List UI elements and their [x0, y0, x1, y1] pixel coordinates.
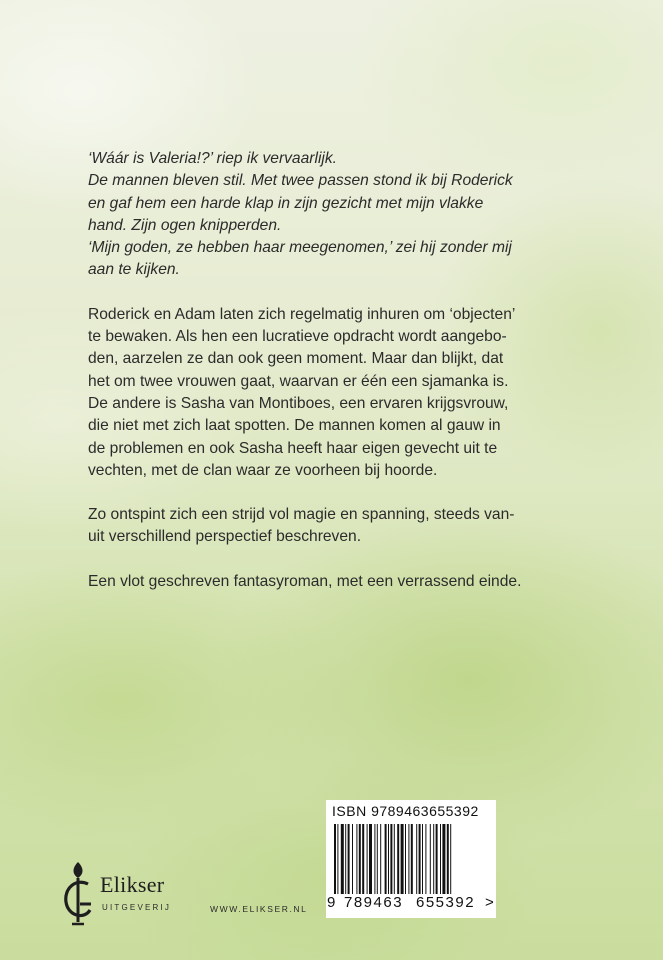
barcode-digit-group-left: 789463	[344, 894, 404, 911]
excerpt-quote	[88, 148, 580, 282]
text-line: ‘Wáár is Valeria!?’ riep ik vervaarlijk.	[88, 150, 337, 167]
closing-paragraph	[88, 504, 580, 549]
publisher-subtitle: UITGEVERIJ	[102, 903, 172, 912]
text-line: ‘Mijn goden, ze hebben haar meegenomen,’ zei hij zonder mij	[88, 239, 512, 257]
text-line: en gaf hem een harde klap in zijn gezicht met mijn vlakke	[88, 194, 484, 212]
text-line: De mannen bleven stil. Met twee passen stond ik bij Roderick	[88, 172, 513, 190]
isbn-barcode-box	[326, 800, 496, 918]
text-line: Een vlot geschreven fantasyroman, met een verrassend einde.	[88, 572, 522, 590]
barcode-digit-group-right: 655392	[416, 894, 476, 911]
text-line: vechten, met de clan waar ze voorheen bij hoorde.	[88, 461, 438, 479]
tagline-paragraph	[88, 571, 580, 593]
text-line: het om twee vrouwen gaat, waarvan er één een sjamanka is.	[88, 372, 509, 390]
text-line: hand. Zijn ogen knipperden.	[88, 216, 282, 234]
text-line: de problemen en ook Sasha heeft haar eigen gevecht uit te	[88, 439, 498, 457]
barcode-icon	[332, 824, 490, 894]
text-line: De andere is Sasha van Montiboes, een ervaren krijgsvrouw,	[88, 394, 509, 412]
publisher-website: WWW.ELIKSER.NL	[210, 904, 308, 914]
barcode-digit-first: 9	[327, 894, 336, 911]
barcode-end-marker: >	[485, 894, 494, 911]
text-line: uit verschillend perspectief beschreven.	[88, 528, 362, 546]
text-line: aan te kijken.	[88, 261, 180, 279]
synopsis-paragraph	[88, 304, 580, 482]
isbn-label: ISBN 9789463655392	[332, 803, 479, 819]
publisher-name: Elikser	[100, 872, 165, 897]
text-line: die niet met zich laat spotten. De mannen komen al gauw in	[88, 417, 501, 435]
text-line: Zo ontspint zich een strijd vol magie en spanning, steeds van-	[88, 506, 515, 524]
blurb-text	[88, 148, 580, 615]
publisher-logo-icon	[58, 858, 98, 928]
text-line: den, aarzelen ze dan ook geen moment. Maar dan blijkt, dat	[88, 350, 504, 368]
text-line: Roderick en Adam laten zich regelmatig inhuren om ‘objecten’	[88, 305, 516, 323]
publisher-logo	[58, 858, 198, 928]
text-line: te bewaken. Als hen een lucratieve opdracht wordt aangebo-	[88, 328, 507, 346]
